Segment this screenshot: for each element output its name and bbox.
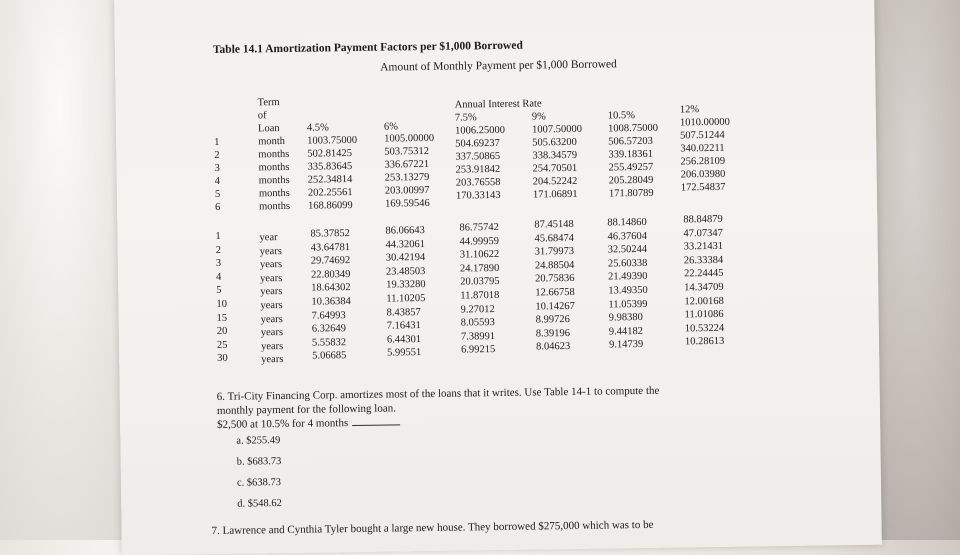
unit-cell: months (259, 200, 291, 213)
unit-cell: years (259, 245, 282, 257)
unit-cell: months (258, 187, 290, 200)
choice-b[interactable]: b. $683.73 (236, 456, 282, 468)
factor-cell: 44.32061 (385, 238, 426, 251)
factor-cell: 12.00168 (684, 295, 724, 307)
rate-header: 9% (531, 111, 546, 123)
document-page (114, 0, 882, 555)
term-cell: 5 (216, 285, 222, 297)
term-header-line1: Term (257, 97, 280, 109)
unit-cell: months (258, 174, 290, 187)
factor-cell: 10.28613 (684, 336, 725, 348)
term-cell: 3 (215, 258, 222, 270)
factor-cell: 9.14739 (608, 339, 644, 351)
year-rate-column-6 (385, 224, 426, 360)
factor-cell: 31.79973 (534, 246, 575, 258)
year-rate-column-9 (534, 218, 575, 354)
unit-cell: years (260, 299, 283, 312)
month-term-column (214, 136, 220, 214)
term-cell: 2 (214, 149, 220, 161)
choice-a[interactable]: a. $255.49 (236, 435, 281, 447)
factor-cell: 19.33280 (386, 279, 426, 291)
factor-cell: 32.50244 (607, 244, 648, 256)
term-cell: 1 (215, 230, 221, 242)
factor-cell: 206.03980 (680, 168, 726, 181)
term-cell: 15 (216, 312, 228, 324)
term-cell: 4 (215, 271, 222, 283)
question6-loan-text: $2,500 at 10.5% for 4 months (217, 417, 349, 431)
rate-column-7-5 (455, 124, 506, 203)
factor-cell: 507.51244 (680, 129, 725, 142)
factor-cell: 8.99726 (535, 314, 570, 326)
term-cell: 10 (216, 298, 228, 310)
factor-cell: 7.16431 (386, 320, 421, 332)
factor-cell: 340.02211 (680, 142, 725, 155)
year-unit-column (259, 231, 283, 367)
factor-cell: 24.88504 (534, 259, 575, 272)
factor-cell: 9.98380 (608, 312, 643, 324)
factor-cell: 10.14267 (535, 300, 575, 313)
factor-cell: 8.05593 (460, 317, 495, 329)
factor-cell: 46.37604 (607, 230, 647, 243)
factor-cell: 254.70501 (532, 162, 578, 175)
factor-cell: 11.01086 (684, 309, 724, 321)
factor-cell: 88.84879 (683, 213, 723, 226)
factor-cell: 339.18361 (608, 148, 654, 161)
factor-cell: 506.57203 (608, 135, 653, 148)
answer-blank (352, 415, 400, 426)
factor-cell: 7.38991 (460, 330, 496, 343)
factor-cell: 11.10205 (386, 292, 426, 305)
unit-cell: month (258, 135, 286, 148)
factor-cell: 10.53224 (684, 322, 725, 335)
factor-cell: 8.43857 (386, 306, 421, 319)
factor-cell: 85.37852 (310, 228, 350, 240)
month-unit-column (258, 135, 290, 213)
term-header-line2: of (257, 110, 267, 122)
factor-cell: 1005.00000 (384, 132, 435, 145)
rate-header: 10.5% (607, 110, 636, 122)
term-cell: 25 (216, 339, 228, 351)
factor-cell: 21.49390 (608, 271, 648, 283)
factor-cell: 256.28109 (680, 155, 726, 168)
rate-header: 7.5% (454, 112, 477, 124)
factor-cell: 20.75836 (535, 273, 575, 285)
factor-cell: 43.64781 (310, 241, 351, 254)
factor-cell: 255.49257 (608, 161, 654, 174)
factor-cell: 9.44182 (608, 325, 644, 338)
factor-cell: 8.39196 (535, 327, 571, 340)
factor-cell: 1008.75000 (607, 122, 658, 135)
factor-cell: 504.69237 (455, 137, 500, 150)
table-subtitle: Amount of Monthly Payment per $1,000 Borrowed (380, 58, 617, 74)
factor-cell: 24.17890 (459, 262, 500, 275)
factor-cell: 23.48503 (385, 265, 426, 278)
question7-line (212, 518, 654, 538)
term-cell: 1 (214, 136, 220, 148)
rate-header: 6% (383, 121, 399, 133)
factor-cell: 29.74692 (310, 255, 351, 267)
unit-cell: years (260, 327, 284, 339)
rate-column-9 (532, 123, 583, 202)
question6-line2: monthly payment for the following loan. (216, 402, 397, 417)
unit-cell: years (260, 340, 284, 353)
question7-number: 7. (211, 524, 220, 538)
unit-cell: years (260, 313, 283, 325)
factor-cell: 30.42194 (385, 252, 426, 264)
year-rate-column-12 (683, 213, 724, 349)
factor-cell: 47.07347 (683, 227, 723, 239)
factor-cell: 6.99215 (461, 344, 496, 356)
question7-text: Lawrence and Cynthia Tyler bought a large new house. They borrowed $275,000 which was to be (222, 518, 654, 537)
factor-cell: 203.76558 (455, 176, 501, 189)
unit-cell: months (258, 148, 290, 161)
factor-cell: 22.80349 (310, 268, 351, 281)
factor-cell: 171.80789 (608, 187, 654, 200)
table-title: Table 14.1 Amortization Payment Factors per $1,000 Borrowed (212, 39, 523, 56)
factor-cell: 25.60338 (607, 257, 648, 270)
factor-cell: 9.27012 (460, 303, 495, 316)
factor-cell: 8.04623 (536, 341, 571, 353)
rate-header: 12% (679, 104, 700, 116)
term-cell: 5 (214, 188, 221, 200)
factor-cell: 503.75312 (384, 145, 430, 158)
year-rate-column-4-5 (310, 227, 351, 363)
factor-cell: 6.44301 (386, 333, 422, 346)
factor-cell: 45.68474 (534, 232, 575, 245)
factor-cell: 169.59546 (384, 197, 430, 210)
factor-cell: 1006.25000 (454, 124, 506, 137)
term-cell: 20 (216, 325, 228, 338)
factor-cell: 14.34709 (684, 281, 724, 294)
year-rate-column-10-5 (607, 216, 648, 352)
factor-cell: 1007.50000 (531, 123, 582, 136)
choice-d[interactable]: d. $548.62 (237, 498, 282, 510)
factor-cell: 171.06891 (532, 188, 578, 201)
year-rate-column-7-5 (459, 221, 500, 357)
unit-cell: years (261, 354, 284, 366)
annual-rate-header: Annual Interest Rate (454, 98, 542, 111)
rate-column-4-5 (307, 134, 358, 213)
factor-cell: 202.25561 (307, 187, 353, 199)
factor-cell: 22.24445 (684, 268, 724, 280)
factor-cell: 12.66758 (535, 286, 575, 299)
factor-cell: 86.75742 (459, 221, 499, 234)
rate-header: 4.5% (306, 122, 329, 134)
choice-c[interactable]: c. $638.73 (236, 477, 282, 489)
factor-cell: 337.50865 (455, 150, 501, 163)
factor-cell: 44.99959 (459, 235, 500, 248)
term-cell: 2 (215, 244, 222, 256)
factor-cell: 170.33143 (455, 189, 501, 202)
factor-cell: 204.52242 (532, 175, 578, 188)
unit-cell: years (260, 272, 283, 285)
factor-cell: 203.00997 (384, 184, 430, 197)
factor-cell: 18.64302 (311, 282, 351, 294)
factor-cell: 5.55832 (311, 336, 347, 349)
unit-cell: year (259, 232, 278, 244)
factor-cell: 13.49350 (608, 284, 648, 297)
factor-cell: 88.14860 (607, 216, 647, 229)
unit-cell: years (259, 259, 283, 271)
rate-column-12 (680, 116, 731, 195)
factor-cell: 10.36384 (311, 296, 351, 308)
answer-choices (236, 430, 282, 515)
factor-cell: 172.54837 (680, 181, 726, 194)
factor-cell: 6.32649 (311, 323, 347, 335)
factor-cell: 168.86099 (308, 200, 353, 212)
term-cell: 30 (217, 353, 228, 365)
factor-cell: 20.03795 (460, 276, 500, 288)
factor-cell: 338.34579 (532, 149, 578, 162)
factor-cell: 26.33384 (683, 254, 724, 267)
factor-cell: 336.67221 (384, 158, 430, 171)
term-cell: 4 (214, 175, 221, 187)
factor-cell: 11.87018 (460, 289, 500, 302)
rate-column-6 (384, 132, 435, 211)
factor-cell: 7.64993 (311, 309, 346, 322)
factor-cell: 1003.75000 (307, 134, 358, 147)
factor-cell: 11.05399 (608, 298, 648, 311)
term-header-line3: Loan (257, 123, 280, 135)
factor-cell: 502.81425 (307, 148, 353, 160)
factor-cell: 86.06643 (385, 225, 425, 237)
factor-cell: 33.21431 (683, 241, 724, 253)
factor-cell: 335.83645 (307, 161, 353, 173)
factor-cell: 31.10622 (459, 249, 500, 261)
rate-column-10-5 (608, 122, 659, 201)
factor-cell: 253.13279 (384, 171, 430, 184)
term-cell: 3 (214, 162, 220, 174)
question6-loan-line (217, 415, 400, 432)
factor-cell: 205.28049 (608, 174, 654, 187)
factor-cell: 5.99551 (387, 347, 422, 359)
question6-line1: 6. Tri-City Financing Corp. amortizes most of the loans that it writes. Use Table 14-1 to compute the (216, 384, 660, 403)
factor-cell: 505.63200 (532, 136, 577, 149)
factor-cell: 252.34814 (307, 174, 353, 186)
unit-cell: years (260, 286, 283, 298)
year-term-column (215, 230, 227, 366)
term-cell: 6 (215, 201, 221, 213)
factor-cell: 87.45148 (534, 218, 574, 231)
factor-cell: 5.06685 (312, 350, 347, 362)
unit-cell: months (258, 161, 290, 174)
factor-cell: 1010.00000 (679, 116, 730, 129)
factor-cell: 253.91842 (455, 163, 501, 176)
